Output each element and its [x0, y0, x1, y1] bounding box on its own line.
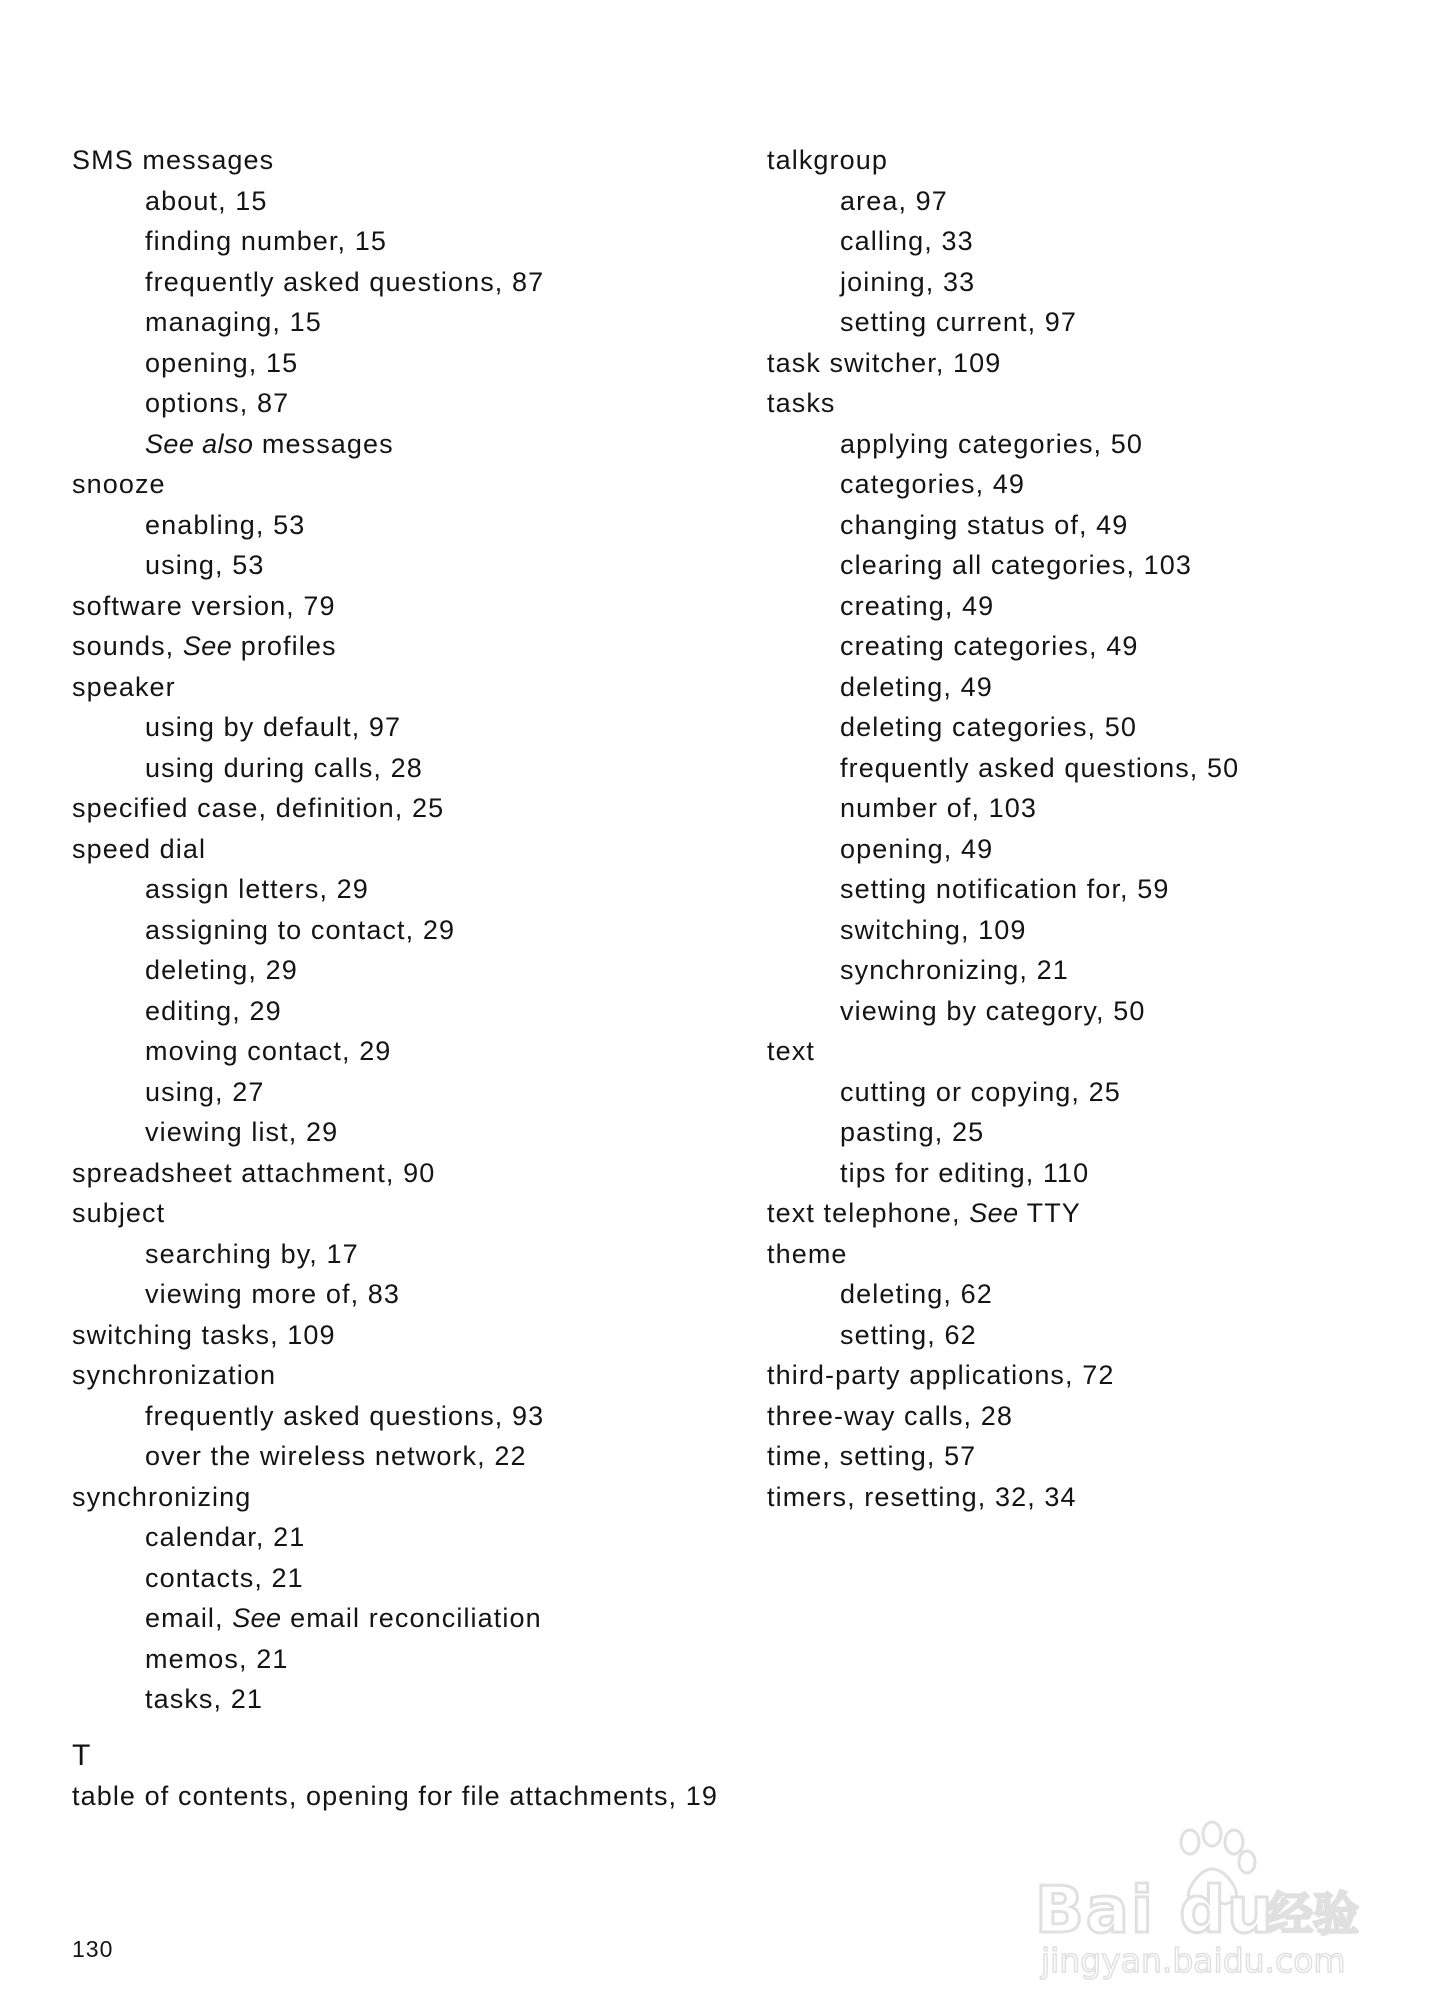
entry-text: viewing more of, 83 [145, 1279, 401, 1309]
entry-text: opening, 15 [145, 347, 299, 378]
baidu-paw-icon [1035, 1820, 1375, 1980]
index-subentry [767, 667, 1387, 708]
entry-text: about, 15 [145, 185, 268, 216]
entry-text: task switcher, 109 [767, 347, 1002, 378]
index-subentry [767, 1112, 1387, 1153]
entry-text: finding number, 15 [145, 226, 387, 256]
index-subentry [767, 181, 1387, 222]
index-subentry [72, 1031, 712, 1072]
index-entry [72, 1153, 712, 1194]
entry-text: switching, 109 [840, 914, 1027, 945]
index-entry [72, 829, 712, 870]
index-subentry [767, 829, 1387, 870]
entry-text: three-way calls, 28 [767, 1400, 1013, 1431]
index-entry [72, 464, 712, 505]
index-subentry [72, 302, 712, 343]
see-reference: See [232, 1603, 282, 1633]
index-entry [72, 667, 712, 708]
entry-text: sounds, [72, 631, 183, 661]
index-subentry [72, 1517, 712, 1558]
entry-text: tasks, 21 [145, 1684, 263, 1714]
entry-text: switching tasks, 109 [72, 1319, 336, 1350]
entry-text: pasting, 25 [840, 1117, 985, 1147]
index-entry [72, 1193, 712, 1234]
entry-text: setting current, 97 [840, 307, 1078, 337]
entry-text: snooze [72, 469, 166, 499]
index-entry [72, 586, 712, 627]
index-entry [72, 140, 712, 181]
index-entry [72, 1477, 712, 1518]
entry-text: using, 27 [145, 1076, 265, 1107]
entry-text: joining, 33 [840, 266, 976, 297]
index-subentry [72, 221, 712, 262]
index-column-right [767, 140, 1387, 1517]
entry-text: moving contact, 29 [145, 1036, 392, 1066]
index-subentry [767, 991, 1387, 1032]
see-target: profiles [232, 631, 337, 661]
index-subentry [72, 505, 712, 546]
see-reference: See [182, 631, 233, 661]
entry-text: messages [253, 428, 394, 459]
entry-text: tips for editing, 110 [840, 1157, 1090, 1188]
entry-text: speaker [72, 671, 176, 702]
entry-text: creating categories, 49 [840, 631, 1139, 661]
index-entry [72, 1315, 712, 1356]
index-subentry [767, 910, 1387, 951]
entry-text: spreadsheet attachment, 90 [72, 1157, 436, 1188]
entry-text: options, 87 [145, 388, 290, 418]
entry-text: opening, 49 [840, 833, 994, 864]
entry-text: subject [72, 1198, 166, 1228]
index-subentry [72, 545, 712, 586]
entry-text: number of, 103 [840, 793, 1038, 823]
index-subentry [767, 707, 1387, 748]
index-subentry [72, 707, 712, 748]
index-subentry [767, 464, 1387, 505]
entry-text: calendar, 21 [145, 1522, 306, 1552]
entry-text: email, [145, 1603, 233, 1633]
index-subentry [767, 586, 1387, 627]
entry-text: viewing list, 29 [145, 1117, 339, 1147]
entry-text: setting notification for, 59 [840, 874, 1170, 904]
index-subentry [72, 1558, 712, 1599]
entry-text: enabling, 53 [145, 509, 306, 540]
see-reference: See [969, 1198, 1019, 1228]
index-subentry [767, 505, 1387, 546]
index-subentry [72, 1679, 712, 1720]
index-entry [767, 383, 1387, 424]
section-letter-heading: T [72, 1738, 92, 1772]
entry-text: specified case, definition, 25 [72, 793, 445, 823]
entry-text: using, 53 [145, 550, 265, 580]
entry-text: using by default, 97 [145, 712, 402, 742]
index-entry [72, 1776, 718, 1817]
entry-text: managing, 15 [145, 307, 322, 337]
index-subentry [72, 1112, 712, 1153]
index-subentry [72, 1436, 712, 1477]
entry-text: assigning to contact, 29 [145, 914, 456, 945]
entry-text: editing, 29 [145, 995, 282, 1026]
entry-text: talkgroup [767, 145, 888, 175]
index-subentry [72, 1396, 712, 1437]
entry-text: table of contents, opening for file attachments, 19 [72, 1780, 718, 1811]
index-subentry [72, 424, 712, 465]
index-subentry [72, 748, 712, 789]
index-entry [767, 1355, 1387, 1396]
entry-text: assign letters, 29 [145, 874, 369, 904]
index-entry [767, 1436, 1387, 1477]
entry-text: area, 97 [840, 185, 948, 216]
entry-text: changing status of, 49 [840, 509, 1129, 540]
entry-text: text telephone, [767, 1198, 970, 1228]
index-subentry [72, 383, 712, 424]
entry-text: time, setting, 57 [767, 1441, 977, 1471]
index-subentry [72, 910, 712, 951]
entry-text: speed dial [72, 833, 207, 864]
index-subentry [767, 1315, 1387, 1356]
index-entry [767, 1234, 1387, 1275]
baidu-watermark [1035, 1820, 1375, 1980]
index-subentry [72, 1234, 712, 1275]
index-subentry [767, 221, 1387, 262]
index-subentry [72, 950, 712, 991]
index-subentry [72, 1274, 712, 1315]
entry-text: calling, 33 [840, 226, 974, 256]
watermark-url: jingyan.baidu.com [1041, 1941, 1346, 1980]
entry-text: frequently asked questions, 87 [145, 266, 545, 297]
entry-text: SMS messages [72, 145, 275, 175]
see-target: email reconciliation [281, 1603, 542, 1633]
index-subentry [767, 1153, 1387, 1194]
entry-text: synchronization [72, 1360, 277, 1390]
entry-text: software version, 79 [72, 590, 336, 621]
index-subentry [767, 788, 1387, 829]
index-entry [767, 343, 1387, 384]
index-subentry [72, 1639, 712, 1680]
index-subentry [72, 1598, 712, 1639]
entry-text: contacts, 21 [145, 1562, 304, 1593]
index-subentry [767, 262, 1387, 303]
entry-text: text [767, 1036, 815, 1066]
index-subentry [72, 181, 712, 222]
index-entry [767, 140, 1387, 181]
index-subentry [72, 343, 712, 384]
index-entry [72, 626, 712, 667]
entry-text: deleting, 62 [840, 1279, 993, 1309]
entry-text: deleting, 49 [840, 671, 993, 702]
watermark-brand: Bai du [1035, 1874, 1275, 1948]
index-subentry [767, 1072, 1387, 1113]
entry-text: third-party applications, 72 [767, 1360, 1115, 1390]
index-subentry [767, 869, 1387, 910]
entry-text: clearing all categories, 103 [840, 550, 1192, 580]
entry-text: using during calls, 28 [145, 752, 423, 783]
entry-text: frequently asked questions, 50 [840, 752, 1240, 783]
entry-text: creating, 49 [840, 590, 995, 621]
index-subentry [72, 869, 712, 910]
entry-text: deleting categories, 50 [840, 712, 1137, 742]
entry-text: applying categories, 50 [840, 428, 1143, 459]
index-subentry [767, 302, 1387, 343]
entry-text: synchronizing, 21 [840, 955, 1069, 985]
index-entry [767, 1396, 1387, 1437]
see-target: TTY [1018, 1198, 1081, 1228]
page-number: 130 [72, 1936, 114, 1962]
index-subentry [767, 748, 1387, 789]
index-subentry [767, 1274, 1387, 1315]
index-subentry [72, 991, 712, 1032]
entry-text: viewing by category, 50 [840, 995, 1146, 1026]
index-entry [767, 1031, 1387, 1072]
entry-text: memos, 21 [145, 1643, 289, 1674]
index-entry [72, 788, 712, 829]
see-reference: See also [145, 428, 254, 459]
index-subentry [767, 545, 1387, 586]
index-subentry [767, 424, 1387, 465]
entry-text: deleting, 29 [145, 955, 298, 985]
entry-text: timers, resetting, 32, 34 [767, 1481, 1077, 1512]
entry-text: frequently asked questions, 93 [145, 1400, 545, 1431]
entry-text: theme [767, 1238, 848, 1269]
entry-text: setting, 62 [840, 1319, 977, 1350]
entry-text: tasks [767, 388, 836, 418]
index-subentry [767, 626, 1387, 667]
index-subentry [72, 1072, 712, 1113]
index-column-left [72, 140, 718, 1816]
index-entry [767, 1193, 1387, 1234]
index-entry [72, 1355, 712, 1396]
index-subentry [767, 950, 1387, 991]
entry-text: categories, 49 [840, 469, 1026, 499]
entry-text: over the wireless network, 22 [145, 1441, 527, 1471]
entry-text: searching by, 17 [145, 1238, 359, 1269]
watermark-brand-cn: 经验 [1267, 1887, 1359, 1941]
index-entry [767, 1477, 1387, 1518]
index-subentry [72, 262, 712, 303]
entry-text: synchronizing [72, 1481, 252, 1512]
entry-text: cutting or copying, 25 [840, 1076, 1121, 1107]
